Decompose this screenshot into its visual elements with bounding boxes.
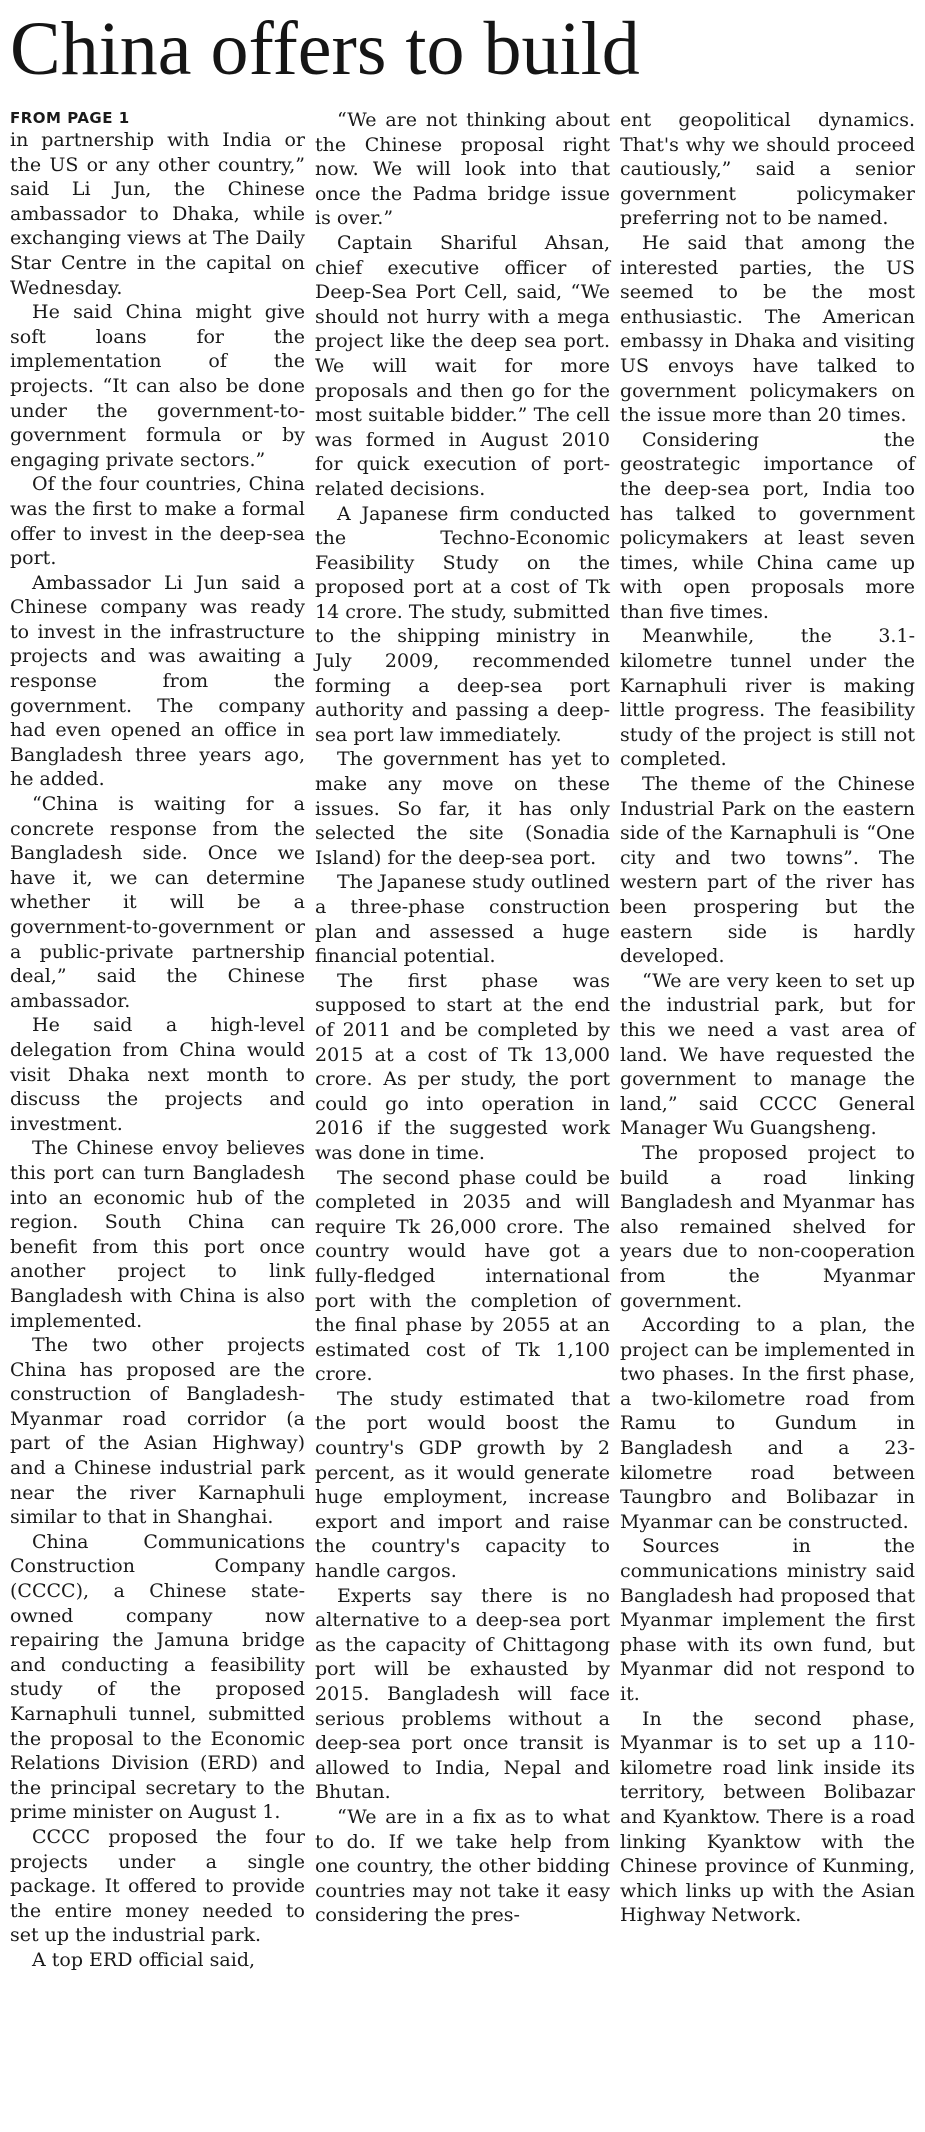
paragraph: China Communications Construction Company (CCCC), a Chinese state-owned company now repairing the Jamuna bridge and conducting a feasibility study of the proposed Karnaphuli tunnel, submitted the proposal to the Economic Relations Division (ERD) and the principal secretary to the prime minister on August 1. — [10, 1530, 305, 1824]
paragraph: Meanwhile, the 3.1-kilometre tunnel under the Karnaphuli river is making little progress. The feasibility study of the project is still not completed. — [620, 625, 915, 771]
article-column-2 — [315, 108, 610, 1973]
paragraph: “China is waiting for a concrete response from the Bangladesh side. Once we have it, we can determine whether it will be a government-to-government or a public-private partnership deal,” said the Chinese ambassador. — [10, 793, 305, 1012]
article-column-1 — [10, 108, 305, 1973]
paragraph: Experts say there is no alternative to a deep-sea port as the capacity of Chittagong port will be exhausted by 2015. Bangladesh will face serious problems without a deep-sea port once transit is allowed to India, Nepal and Bhutan. — [315, 1584, 610, 1804]
paragraph: He said that among the interested parties, the US seemed to be the most enthusiastic. The American embassy in Dhaka and visiting US envoys have talked to government policymakers on the issue more than 20 times. — [620, 231, 915, 427]
paragraph: The study estimated that the port would boost the country's GDP growth by 2 percent, as it would generate huge employment, increase export and import and raise the country's capacity to handle cargos. — [315, 1387, 610, 1583]
paragraph: Ambassador Li Jun said a Chinese company was ready to invest in the infrastructure projects and was awaiting a response from the government. The company had even opened an office in Bangladesh three years ago, he added. — [10, 571, 305, 791]
paragraph: “We are not thinking about the Chinese proposal right now. We will look into that once the Padma bridge issue is over.” — [315, 109, 610, 230]
paragraph: in partnership with India or the US or any other country,” said Li Jun, the Chinese ambassador to Dhaka, while exchanging views at The Daily Star Centre in the capital on Wednesday. — [10, 129, 305, 299]
paragraph: Considering the geostrategic importance of the deep-sea port, India too has talked to government policymakers at least seven times, while China came up with open proposals more than five times. — [620, 428, 915, 623]
newspaper-page — [10, 0, 915, 2132]
paragraph: A Japanese firm conducted the Techno-Economic Feasibility Study on the proposed port at a cost of Tk 14 crore. The study, submitted to the shipping ministry in July 2009, recommended forming a deep-sea port authority and passing a deep-sea port law immediately. — [315, 502, 610, 746]
paragraph: The two other projects China has proposed are the construction of Bangladesh-Myanmar road corridor (a part of the Asian Highway) and a Chinese industrial park near the river Karnaphuli similar to that in Shanghai. — [10, 1334, 305, 1529]
article-columns — [10, 108, 915, 1973]
paragraph: ent geopolitical dynamics. That's why we should proceed cautiously,” said a senior government policymaker preferring not to be named. — [620, 109, 915, 230]
paragraph: According to a plan, the project can be implemented in two phases. In the first phase, a two-kilometre road from Ramu to Gundum in Bangladesh and a 23-kilometre road between Taungbro and Bolibazar in Myanmar can be constructed. — [620, 1314, 915, 1533]
paragraph: In the second phase, Myanmar is to set up a 110-kilometre road link inside its territory, between Bolibazar and Kyanktow. There is a road linking Kyanktow with the Chinese province of Kunming, which links up with the Asian Highway Network. — [620, 1707, 915, 1927]
paragraph: “We are very keen to set up the industrial park, but for this we need a vast area of land. We have requested the government to manage the land,” said CCCC General Manager Wu Guangsheng. — [620, 969, 915, 1140]
paragraph: A top ERD official said, — [32, 1948, 256, 1971]
paragraph: The Chinese envoy believes this port can turn Bangladesh into an economic hub of the region. South China can benefit from this port once another project to link Bangladesh with China is also implemented. — [10, 1137, 305, 1332]
paragraph: The theme of the Chinese Industrial Park on the eastern side of the Karnaphuli is “One city and two towns”. The western part of the river has been prospering but the eastern side is hardly developed. — [620, 773, 915, 968]
paragraph: He said a high-level delegation from China would visit Dhaka next month to discuss the projects and investment. — [10, 1014, 305, 1135]
paragraph: “We are in a fix as to what to do. If we take help from one country, the other bidding countries may not take it easy considering the pres- — [315, 1805, 610, 1927]
paragraph: The Japanese study outlined a three-phase construction plan and assessed a huge financial potential. — [315, 871, 610, 968]
from-page-label: FROM PAGE 1 — [10, 109, 130, 127]
paragraph: The first phase was supposed to start at the end of 2011 and be completed by 2015 at a cost of Tk 13,000 crore. As per study, the port could go into operation in 2016 if the suggested work was done in time. — [315, 969, 610, 1164]
paragraph: The government has yet to make any move on these issues. So far, it has only selected the site (Sonadia Island) for the deep-sea port. — [315, 748, 610, 869]
paragraph: The second phase could be completed in 2035 and will require Tk 26,000 crore. The country would have got a fully-fledged international port with the completion of the final phase by 2055 at an estimated cost of Tk 1,100 crore. — [315, 1166, 610, 1386]
paragraph: Captain Shariful Ahsan, chief executive officer of Deep-Sea Port Cell, said, “We should not hurry with a mega project like the deep sea port. We will wait for more proposals and then go for the most suitable bidder.” The cell was formed in August 2010 for quick execution of port-related decisions. — [315, 231, 610, 500]
headline: China offers to build — [10, 7, 640, 91]
paragraph: Of the four countries, China was the first to make a formal offer to invest in the deep-sea port. — [10, 473, 305, 570]
article-column-3 — [620, 108, 915, 1973]
paragraph: He said China might give soft loans for the implementation of the projects. “It can also be done under the government-to-government formula or by engaging private sectors.” — [10, 301, 305, 471]
paragraph: The proposed project to build a road linking Bangladesh and Myanmar has also remained shelved for years due to non-cooperation from the Myanmar government. — [620, 1141, 915, 1312]
paragraph: Sources in the communications ministry said Bangladesh had proposed that Myanmar implement the first phase with its own fund, but Myanmar did not respond to it. — [620, 1535, 915, 1705]
paragraph: CCCC proposed the four projects under a single package. It offered to provide the entire money needed to set up the industrial park. — [10, 1825, 305, 1947]
